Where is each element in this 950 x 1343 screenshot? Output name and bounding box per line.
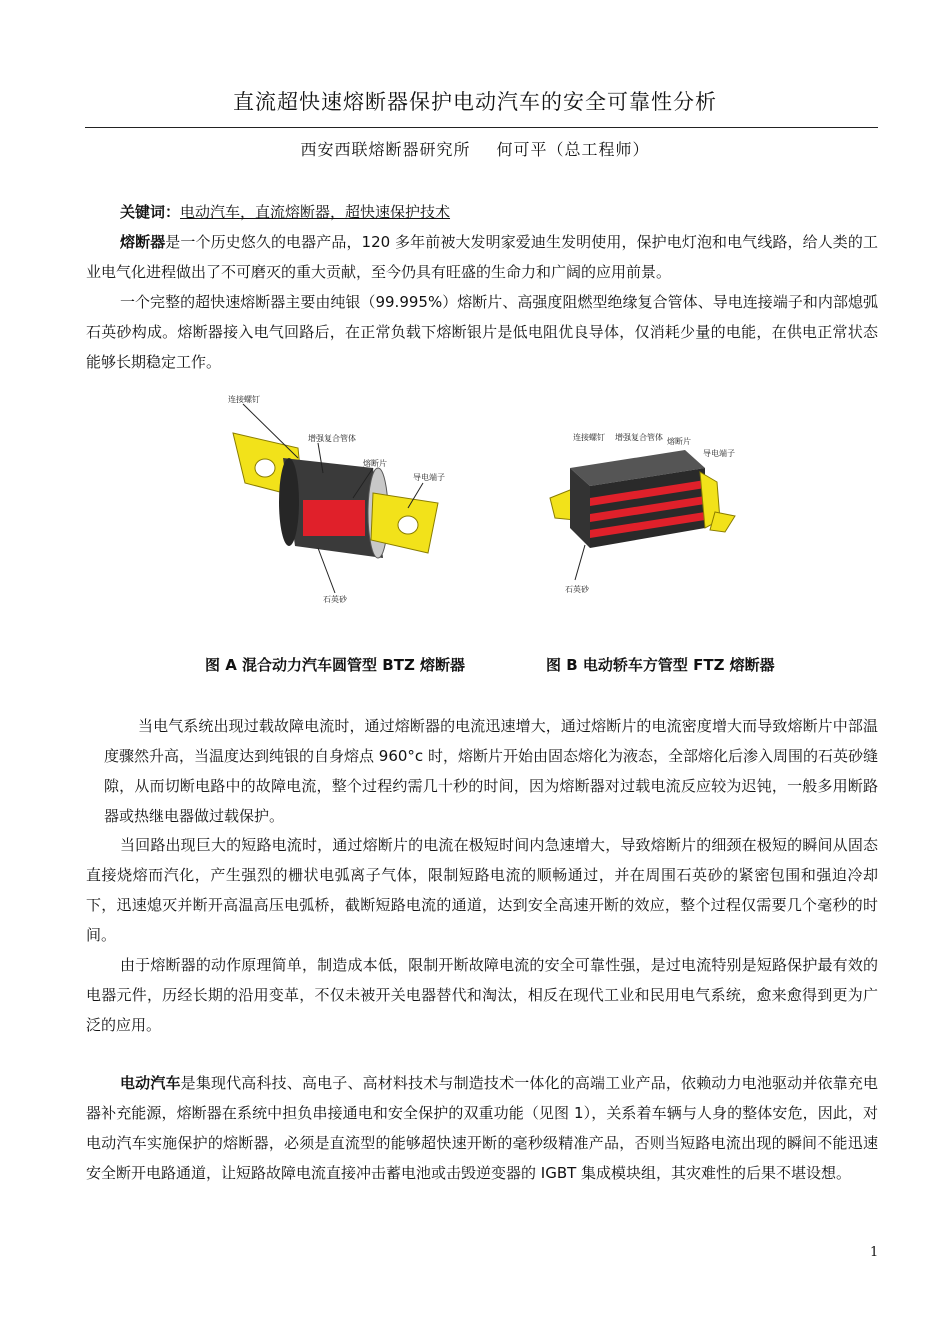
figure-a-caption: 图 A 混合动力汽车圆管型 BTZ 熔断器 — [205, 656, 466, 674]
paragraph-overload: 当电气系统出现过载故障电流时，通过熔断器的电流迅速增大，通过熔断片的电流密度增大而导致熔断片中部温度骤然升高，当温度达到纯银的自身熔点 960°c 时，熔断片开始由固态熔化为液态，全部熔化后渗入周围的石英砂缝隙，从而切断电路中的故障电流，整个过程约需几十秒的时间，因为熔断器对过载电流反应较为迟钝，一般多用断路器或热继电器做过载保护。 — [104, 717, 878, 825]
figA-right-hole — [398, 516, 418, 534]
figB-label-tube: 增强复合管体 — [615, 433, 663, 442]
figA-body-end — [279, 458, 299, 546]
paragraph-structure: 一个完整的超快速熔断器主要由纯银（99.995%）熔断片、高强度阻燃型绝缘复合管体、导电连接端子和内部熄弧石英砂构成。熔断器接入电气回路后，在正常负载下熔断银片是低电阻优良导体，仅消耗少量的电能，在供电正常状态能够长期稳定工作。 — [86, 293, 878, 371]
figA-label-sand: 石英砂 — [323, 595, 347, 604]
figA-left-hole — [255, 459, 275, 477]
figA-label-element: 熔断片 — [363, 459, 387, 468]
author-line — [0, 137, 950, 160]
term-fuse: 熔断器 — [120, 233, 166, 251]
figB-label-screw: 连接螺钉 — [573, 433, 605, 442]
document-title: 直流超快速熔断器保护电动汽车的安全可靠性分析 — [233, 90, 717, 114]
paragraph-intro-text: 是一个历史悠久的电器产品，120 多年前被大发明家爱迪生发明使用，保护电灯泡和电气线路，给人类的工业电气化进程做出了不可磨灭的重大贡献，至今仍具有旺盛的生命力和广阔的应用前景。 — [86, 233, 878, 281]
figA-label-screw: 连接螺钉 — [228, 395, 260, 404]
figure-a-round-fuse — [223, 388, 478, 608]
paragraph-intro — [86, 227, 878, 287]
figB-label-element: 熔断片 — [667, 437, 691, 446]
keywords-label: 关键词： — [120, 203, 181, 221]
author-org: 西安西联熔断器研究所 — [300, 140, 471, 159]
figB-label-terminal: 导电端子 — [703, 449, 735, 458]
figB-leader-sand — [575, 545, 585, 580]
figA-label-terminal: 导电端子 — [413, 473, 445, 482]
figure-b-caption: 图 B 电动轿车方管型 FTZ 熔断器 — [546, 656, 775, 674]
author-name: 何可平（总工程师） — [496, 140, 650, 159]
figB-right-terminal — [710, 512, 735, 532]
paragraph-ev — [86, 1068, 878, 1188]
paragraph-short-circuit: 当回路出现巨大的短路电流时，通过熔断片的电流在极短时间内急速增大，导致熔断片的细颈在极短的瞬间从固态直接烧熔而汽化，产生强烈的栅状电弧离子气体，限制短路电流的顺畅通过，并在周围石英砂的紧密包围和强迫冷却下，迅速熄灭并断开高温高压电弧桥，截断短路电流的通道，达到安全高速开断的效应，整个过程仅需要几个毫秒的时间。 — [86, 836, 878, 944]
paragraph-ev-text: 是集现代高科技、高电子、高材料技术与制造技术一体化的高端工业产品，依赖动力电池驱动并依靠充电器补充能源，熔断器在系统中担负串接通电和安全保护的双重功能（见图 1），关系着车辆与人身的整体安危，因此，对电动汽车实施保护的熔断器，必须是直流型的能够超快速开断的毫秒级精准产品，否则当短路电流出现的瞬间不能迅速安全断开电路通道，让短路故障电流直接冲击蓄电池或击毁逆变器的 IGBT 集成模块组，其灾难性的后果不堪设想。 — [86, 1074, 878, 1182]
keywords-value: 电动汽车，直流熔断器，超快速保护技术 — [180, 203, 451, 221]
figB-label-sand: 石英砂 — [565, 585, 589, 594]
paragraph-advantages: 由于熔断器的动作原理简单，制造成本低，限制开断故障电流的安全可靠性强，是过电流特别是短路保护最有效的电器元件，历经长期的沿用变革，不仅未被开关电器替代和淘汰，相反在现代工业和民用电气系统，愈来愈得到更为广泛的应用。 — [86, 956, 878, 1034]
figA-leader-5 — [318, 548, 335, 593]
term-ev: 电动汽车 — [120, 1074, 181, 1092]
title-rule — [85, 127, 878, 128]
page-number: 1 — [870, 1245, 879, 1260]
figA-label-tube: 增强复合管体 — [308, 434, 356, 443]
figure-b-square-fuse — [545, 420, 740, 605]
figA-fuse-element — [303, 500, 365, 536]
keywords-line — [86, 197, 878, 227]
